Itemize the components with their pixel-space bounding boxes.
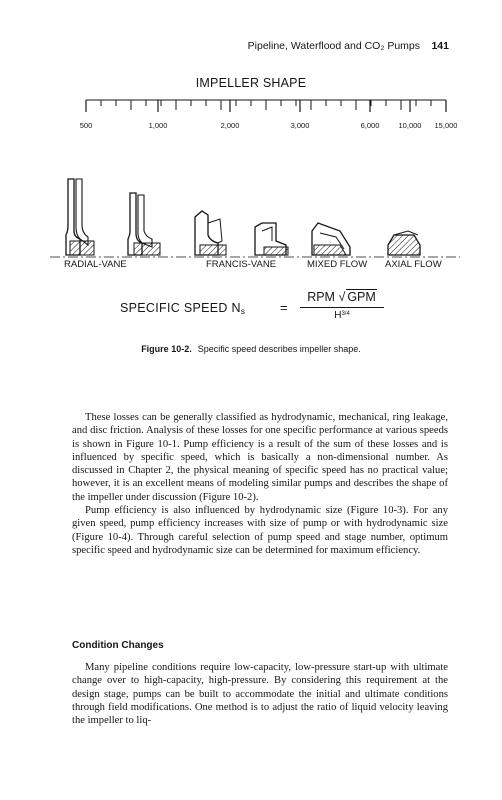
mixed-flow-profile [312,223,350,255]
section-heading: Condition Changes [72,640,164,651]
scale-tick-label: 10,000 [398,121,422,130]
scale-tick-labels [80,121,458,130]
scale-tick-label: 500 [79,121,93,130]
impeller-profiles-drawing [50,175,460,260]
label-mixed-flow: MIXED FLOW [307,259,368,270]
scale-tick-label: 6,000 [360,121,380,130]
formula-lhs-subscript: s [240,307,246,316]
formula-gpm: GPM [347,290,376,304]
formula-equals: = [280,300,288,315]
label-francis-vane: FRANCIS-VANE [206,259,277,270]
caption-text: Specific speed describes impeller shape. [197,344,361,354]
body-text-continued [72,661,448,727]
scale-minor-ticks [86,100,446,112]
formula-fraction-bar [300,307,384,308]
intermediate-vane-profile [128,193,160,255]
label-axial-flow: AXIAL FLOW [385,259,442,270]
figure-caption [0,344,502,354]
paragraph-3: Many pipeline conditions require low-capacity, low-pressure start-up with ultimate change over to high-capacity, high-pressure. By considering this requirement at the design stage, pumps can be built to accommodate the initial and ultimate conditions through field modifications. One method is to adjust the ratio of liquid velocity leaving the impeller to liq- [72,662,448,727]
paragraph-1: These losses can be generally classified as hydrodynamic, mechanical, ring leakage, and disc friction. Analysis of these losses for one specific performance at various speeds is shown in Figure 10-1. Pump efficiency is a result of the sum of these losses and is influenced by specific speed, which is basically a non-dimensional number. As discussed in Chapter 2, the physical meaning of specific speed has no practical value; however, it is an excellent means of modeling similar pumps and describes the shape of the impeller under discussion (Figure 10-2). [72,412,448,503]
formula-rpm: RPM [307,290,335,304]
formula-exponent: 3/4 [341,311,350,317]
specific-speed-formula [0,288,502,328]
vane-labels [0,259,502,273]
radial-vane-profile [66,179,94,255]
formula-numerator: RPM √ GPM [307,290,376,304]
scale-tick-label: 1,000 [148,121,168,130]
running-head-title: Pipeline, Waterflood and CO₂ Pumps [247,40,420,52]
scale-tick-label: 3,000 [290,121,310,130]
scale-tick-label: 15,000 [434,121,458,130]
specific-speed-scale [79,96,458,136]
francis-vane-profile-b [255,223,288,255]
paragraph-2: Pump efficiency is also influenced by hydrodynamic size (Figure 10-3). For any given speed, pump efficiency increases with size of pump or with hydrodynamic size (Figure 10-4). Through careful selection of pump speed and stage number, optimum specific speed and hydrodynamic size can be determined for maximum efficiency. [72,505,448,556]
formula-denominator [300,310,384,321]
formula-lhs-text: SPECIFIC SPEED N [120,301,241,315]
francis-vane-profile-a [195,211,226,255]
caption-label: Figure 10-2. [141,344,192,354]
figure-title: IMPELLER SHAPE [195,76,307,90]
scale-tick-label: 2,000 [220,121,240,130]
label-radial-vane: RADIAL-VANE [64,259,127,270]
formula-h: H [334,310,342,321]
body-text [72,411,448,557]
formula-lhs [120,301,245,316]
page-number: 141 [431,40,449,52]
running-head [0,40,502,56]
axial-flow-profile [388,231,420,255]
